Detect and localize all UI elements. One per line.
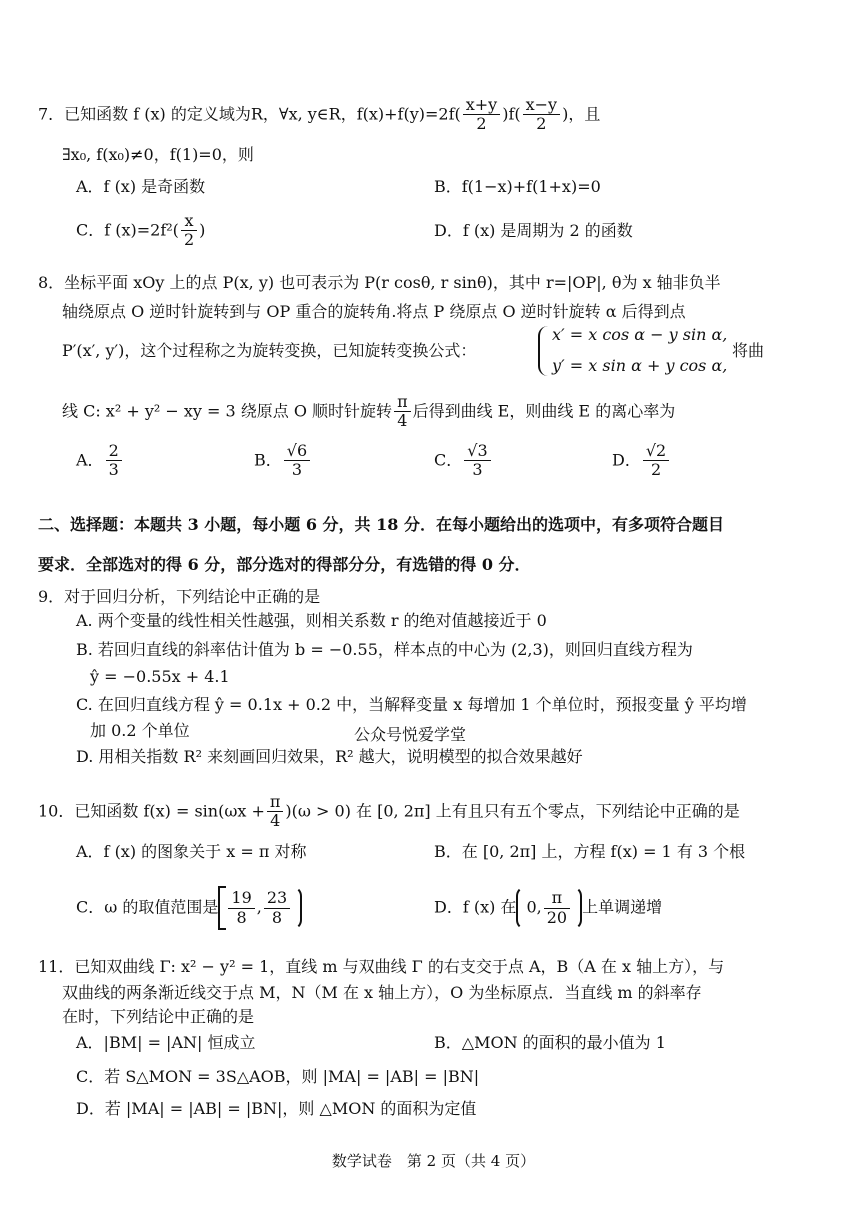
- section2-line1: 二、选择题：本题共 3 小题，每小题 6 分，共 18 分．在每小题给出的选项中，有多项符合题目: [38, 515, 724, 534]
- q8-option-d-frac: [643, 442, 669, 480]
- q8-option-c-den: 3: [472, 460, 483, 480]
- q8-option-a-den: 3: [108, 460, 119, 480]
- q10-option-c-den-1: 8: [236, 907, 247, 927]
- page-footer: 数学试卷 第 2 页（共 4 页）: [331, 1152, 536, 1170]
- q8-formula-2: y′ = x sin α + y cos α,: [552, 356, 728, 375]
- q8-option-c-num: √3: [464, 442, 490, 461]
- q7-join: )f(: [502, 104, 521, 124]
- q7-option-b: B．f(1−x)+f(1+x)=0: [434, 177, 601, 196]
- q10-option-d-frac: [544, 889, 570, 927]
- q10-option-a: A．f (x) 的图象关于 x = π 对称: [76, 842, 307, 861]
- q8-line2: 轴绕原点 O 逆时针旋转到与 OP 重合的旋转角.将点 P 绕原点 O 逆时针旋转 α 后得到点: [62, 302, 686, 321]
- q10-stem-frac: [267, 793, 284, 831]
- q9-stem: 9．对于回归分析，下列结论中正确的是: [38, 587, 321, 606]
- q10-stem: [38, 793, 740, 831]
- section2-line2: 要求．全部选对的得 6 分，部分选对的得部分分，有选错的得 0 分．: [38, 555, 531, 574]
- q8-option-c-label: C．: [434, 450, 463, 470]
- q8-option-b: [254, 442, 312, 480]
- q9-option-b-line2: ŷ = −0.55x + 4.1: [90, 667, 230, 686]
- q10-option-d-zero: 0,: [526, 897, 542, 917]
- q11-line3: 在时，下列结论中正确的是: [62, 1007, 255, 1026]
- q8-option-a-frac: [106, 442, 122, 480]
- q8-option-a: [76, 442, 124, 480]
- q10-option-d-left-paren: [516, 886, 526, 930]
- q10-option-d-right-paren: [572, 886, 582, 930]
- q10-stem-pre: 10．已知函数 f(x) = sin(ωx +: [38, 801, 265, 821]
- q7-option-c-frac: [181, 212, 197, 250]
- q8-option-d-den: 2: [650, 460, 662, 480]
- q10-option-c-den-2: 8: [271, 907, 283, 927]
- q7-line2: ∃x₀, f(x₀)≠0，f(1)=0，则: [62, 145, 254, 164]
- q7-stem-line: [38, 96, 600, 134]
- q10-option-c-pre: C．ω 的取值范围是: [76, 897, 219, 917]
- q8-formula-brace: [538, 326, 550, 376]
- q8-line4-den: 4: [397, 411, 408, 431]
- q10-option-d-den: 20: [546, 907, 568, 927]
- q7-option-c: [76, 212, 205, 250]
- q8-option-c: [434, 442, 493, 480]
- q7-frac-2: [523, 96, 560, 134]
- q8-option-b-frac: [284, 442, 310, 480]
- q8-option-d: [612, 442, 671, 480]
- q10-option-c-num-2: 23: [264, 889, 290, 908]
- q9-option-b-line1: B. 若回归直线的斜率估计值为 b = −0.55，样本点的中心为 (2,3)，则回归直线方程为: [76, 640, 693, 659]
- q8-formula-1: x′ = x cos α − y sin α,: [552, 325, 728, 344]
- q7-option-a: A．f (x) 是奇函数: [76, 177, 206, 196]
- q9-option-c-line1: C. 在回归直线方程 ŷ = 0.1x + 0.2 中，当解释变量 x 每增加 1 个单位时，预报变量 ŷ 平均增: [76, 695, 747, 714]
- q7-option-c-den: 2: [183, 230, 195, 250]
- q10-option-d-num: π: [544, 889, 570, 908]
- q10-option-b: B．在 [0, 2π] 上，方程 f(x) = 1 有 3 个根: [434, 842, 746, 861]
- q7-stem: 7．已知函数 f (x) 的定义域为R，∀x, y∈R，f(x)+f(y)=2f(: [38, 104, 461, 124]
- q8-option-b-den: 3: [291, 460, 303, 480]
- q10-stem-post: )(ω > 0) 在 [0, 2π] 上有且只有五个零点，下列结论中正确的是: [285, 801, 740, 821]
- q10-option-c-frac-2: [264, 889, 290, 927]
- q11-option-d: D．若 |MA| = |AB| = |BN|，则 △MON 的面积为定值: [76, 1099, 477, 1118]
- watermark: 公众号悦爱学堂: [354, 725, 467, 744]
- q10-option-c-right-paren: [292, 886, 302, 930]
- q8-option-a-label: A．: [76, 450, 104, 470]
- q9-option-c-line2: 加 0.2 个单位: [90, 721, 190, 740]
- q8-line4-post: 后得到曲线 E，则曲线 E 的离心率为: [412, 401, 676, 421]
- q8-option-d-num: √2: [643, 442, 669, 461]
- q11-option-a: A．|BM| = |AN| 恒成立: [76, 1033, 256, 1052]
- q7-option-c-pre: C．f (x)=2f²(: [76, 220, 179, 240]
- q8-option-d-label: D．: [612, 450, 641, 470]
- q10-option-d: [434, 886, 662, 930]
- q8-line3-post: 将曲: [732, 341, 765, 360]
- q7-stem-end: )，且: [562, 104, 601, 124]
- q9-option-d: D. 用相关指数 R² 来刻画回归效果，R² 越大，说明模型的拟合效果越好: [76, 747, 583, 766]
- q8-line3-pre: P′(x′, y′)，这个过程称之为旋转变换，已知旋转变换公式：: [62, 341, 477, 360]
- q8-line4-frac: [394, 393, 411, 431]
- q8-line4: [62, 393, 675, 431]
- q11-line2: 双曲线的两条渐近线交于点 M，N（M 在 x 轴上方），O 为坐标原点．当直线 m 的斜率存: [62, 983, 702, 1002]
- q8-line4-num: π: [394, 393, 411, 412]
- q7-frac-2-den: 2: [536, 114, 547, 134]
- q11-option-b: B．△MON 的面积的最小值为 1: [434, 1033, 666, 1052]
- q10-option-c-left-bracket: [218, 886, 226, 930]
- q7-frac-2-num: x−y: [523, 96, 560, 115]
- q10-option-c-num-1: 19: [228, 889, 254, 908]
- q7-frac-1-den: 2: [476, 114, 487, 134]
- q8-option-a-num: 2: [106, 442, 122, 461]
- q8-option-c-frac: [464, 442, 490, 480]
- q10-option-d-post: 上单调递增: [582, 897, 663, 917]
- q10-option-d-pre: D．f (x) 在: [434, 897, 517, 917]
- q10-option-c-frac-1: [228, 889, 254, 927]
- q10-stem-num: π: [267, 793, 284, 812]
- q7-frac-1: [463, 96, 500, 134]
- q8-line4-pre: 线 C: x² + y² − xy = 3 绕原点 O 顺时针旋转: [62, 401, 393, 421]
- q11-line1: 11．已知双曲线 Γ: x² − y² = 1，直线 m 与双曲线 Γ 的右支交于点 A，B（A 在 x 轴上方），与: [38, 957, 725, 976]
- q8-option-b-label: B．: [254, 450, 282, 470]
- q7-option-c-post: ): [199, 220, 206, 240]
- q10-option-c: C．ω 的取值范围是 $\frac{19}{8}$ , $\frac{23}{8}$: [76, 886, 302, 930]
- q7-option-c-num: x: [181, 212, 197, 231]
- q9-option-a: A. 两个变量的线性相关性越强，则相关系数 r 的绝对值越接近于 0: [76, 611, 547, 630]
- q8-option-b-num: √6: [284, 442, 310, 461]
- q7-option-d: D．f (x) 是周期为 2 的函数: [434, 221, 633, 240]
- q7-frac-1-num: x+y: [463, 96, 500, 115]
- q10-stem-den: 4: [270, 811, 281, 831]
- q11-option-c: C．若 S△MON = 3S△AOB，则 |MA| = |AB| = |BN|: [76, 1067, 480, 1086]
- q8-line1: 8．坐标平面 xOy 上的点 P(x, y) 也可表示为 P(r cosθ, r sinθ)，其中 r=|OP|, θ为 x 轴非负半: [38, 273, 721, 292]
